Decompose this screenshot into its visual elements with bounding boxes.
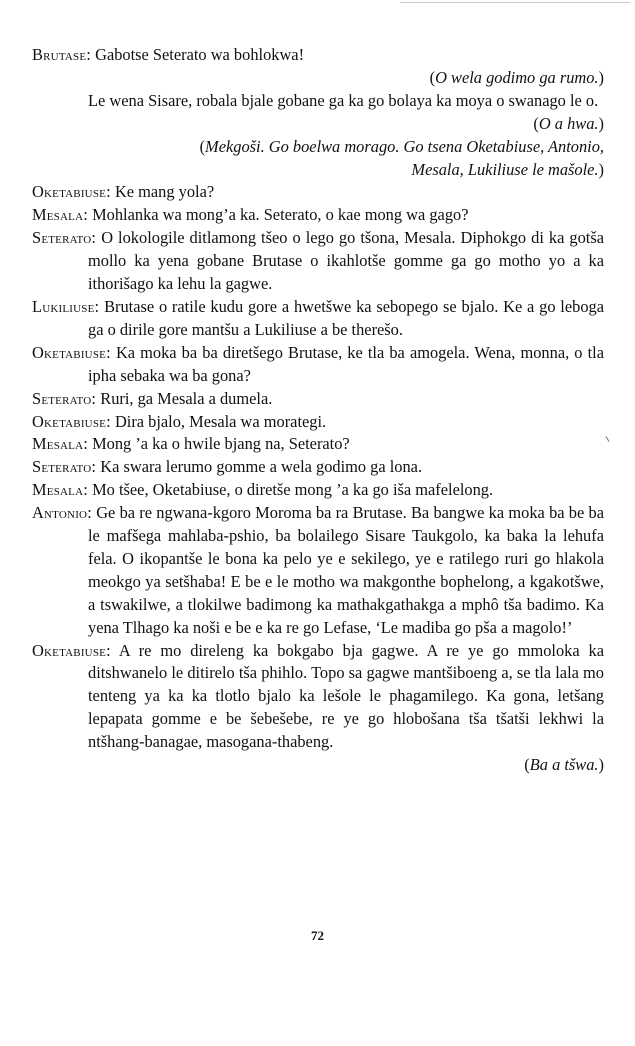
- stage-direction: (Ba a tšwa.): [524, 755, 604, 775]
- speech-oketabiuse: [32, 342, 604, 388]
- speech-oketabiuse: [32, 411, 604, 434]
- speech-text: Le wena Sisare, robala bjale gobane ga ka go bolaya ka moya o swanago le o.: [88, 90, 599, 110]
- speaker-name: Oketabiuse:: [32, 342, 111, 362]
- speech-mesala: [32, 204, 604, 227]
- speech-text: Gabotse Seterato wa bohlokwa!: [95, 45, 305, 64]
- speaker-name: Seterato:: [32, 388, 97, 408]
- speech-mesala: [32, 433, 604, 456]
- speech-text: Mong ’a ka o hwile bjang na, Seterato?: [92, 434, 350, 454]
- stage-direction-entrance: (Mekgoši. Go boelwa morago. Go tsena Oketabiuse, Antonio, Mesala, Lukiliuse le mašole.): [199, 136, 604, 179]
- speech-text: Dira bjalo, Mesala wa morategi.: [114, 411, 327, 431]
- speaker-name: Oketabiuse:: [32, 182, 111, 202]
- stage-direction-line-1: Mekgoši. Go boelwa morago. Go tsena Oketabiuse, Antonio,: [205, 136, 604, 156]
- stage-direction-text: O a hwa.: [538, 113, 599, 133]
- speech-text: Ruri, ga Mesala a dumela.: [100, 388, 273, 408]
- speech-antonio: [32, 502, 604, 639]
- stage-direction-text: O wela godimo ga rumo.: [435, 67, 599, 87]
- speech-oketabiuse: [32, 640, 604, 755]
- speech-lukiliuse: [32, 296, 604, 342]
- speech-text: Brutase o ratile kudu gore a hwetšwe ka sebopego se bjalo. Ke a go leboga ga o dirile gore mantšu a Lukiliuse a be therešo.: [88, 296, 604, 339]
- play-text: [32, 44, 604, 777]
- speech-seterato: [32, 456, 604, 479]
- stage-direction-line-2: Mesala, Lukiliuse le mašole.: [411, 159, 599, 179]
- speech-seterato: [32, 388, 604, 411]
- speech-text: Mo tšee, Oketabiuse, o diretše mong ’a ka go iša mafelelong.: [92, 480, 494, 500]
- speech-oketabiuse: [32, 181, 604, 204]
- speech-text: Ka moka ba ba diretšego Brutase, ke tla ba amogela. Wena, monna, o tla ipha sebaka wa ba gona?: [88, 342, 604, 385]
- speech-text: Ka swara lerumo gomme a wela godimo ga lona.: [100, 457, 423, 477]
- speech-text: Ke mang yola?: [114, 182, 215, 202]
- speaker-name: Mesala:: [32, 434, 88, 454]
- speech-seterato: [32, 227, 604, 296]
- speech-text: Mohlanka wa mong’a ka. Seterato, o kae mong wa gago?: [92, 205, 469, 225]
- stage-direction-text: Ba a tšwa.: [529, 755, 599, 775]
- stage-direction: (O wela godimo ga rumo.): [429, 67, 604, 87]
- speaker-name: Mesala:: [32, 205, 88, 225]
- stage-direction: (O a hwa.): [533, 113, 604, 133]
- speaker-name: Lukiliuse:: [32, 296, 100, 316]
- speaker-name: Brutase:: [32, 45, 91, 64]
- speaker-name: Oketabiuse:: [32, 411, 111, 431]
- speech-brutase: [32, 44, 604, 67]
- speech-text: A re mo direleng ka bokgabo bja gagwe. A re ye go mmoloka ka ditshwanelo le ditirelo tša phihlo. Topo sa gagwe mantšiboeng a, se tla lala mo tenteng ya ka ka tlotlo bjalo ka lešole le phagamilego. Ka gona, letšang lepapata gomme e be šebešebe, re ye go hlobošana tša tšatši lekhwi la ntšhang-banagae, masogana-thabeng.: [88, 640, 604, 752]
- speaker-name: Seterato:: [32, 457, 97, 477]
- page-edge-line: [400, 2, 630, 3]
- speaker-name: Seterato:: [32, 228, 97, 248]
- speech-continuation: [32, 90, 604, 113]
- speech-mesala: [32, 479, 604, 502]
- speaker-name: Antonio:: [32, 503, 92, 523]
- margin-mark: [606, 436, 610, 442]
- page-number: 72: [311, 928, 324, 943]
- speaker-name: Oketabiuse:: [32, 640, 111, 660]
- speech-text: O lokologile ditlamong tšeo o lego go tšona, Mesala. Diphokgo di ka gotša mollo ka yena gobane Brutase o ikahlotše gomme ga go motho yo a ka ithorišago ka lehu la gagwe.: [88, 228, 604, 294]
- speech-text: Ge ba re ngwana-kgoro Moroma ba ra Brutase. Ba bangwe ka moka ba be ba le mafšega mahlaba-pshio, ba bolailego Sisare Taukgolo, ka baka la lehufa fela. O ikopantše le bona ka pelo ye e sekilego, ye e ratilego ruri go hlakola meokgo ya setšhaba! E be e le motho wa makgonthe bophelong, a kgakotšwe, a tswakilwe, a tlokilwe badimong ka mathakgathakga a mphô tša badimo. Ka yena Tlhago ka noši e be e ka re go Lefase, ‘Le madiba go pša a magolo!’: [88, 503, 604, 637]
- speaker-name: Mesala:: [32, 480, 88, 500]
